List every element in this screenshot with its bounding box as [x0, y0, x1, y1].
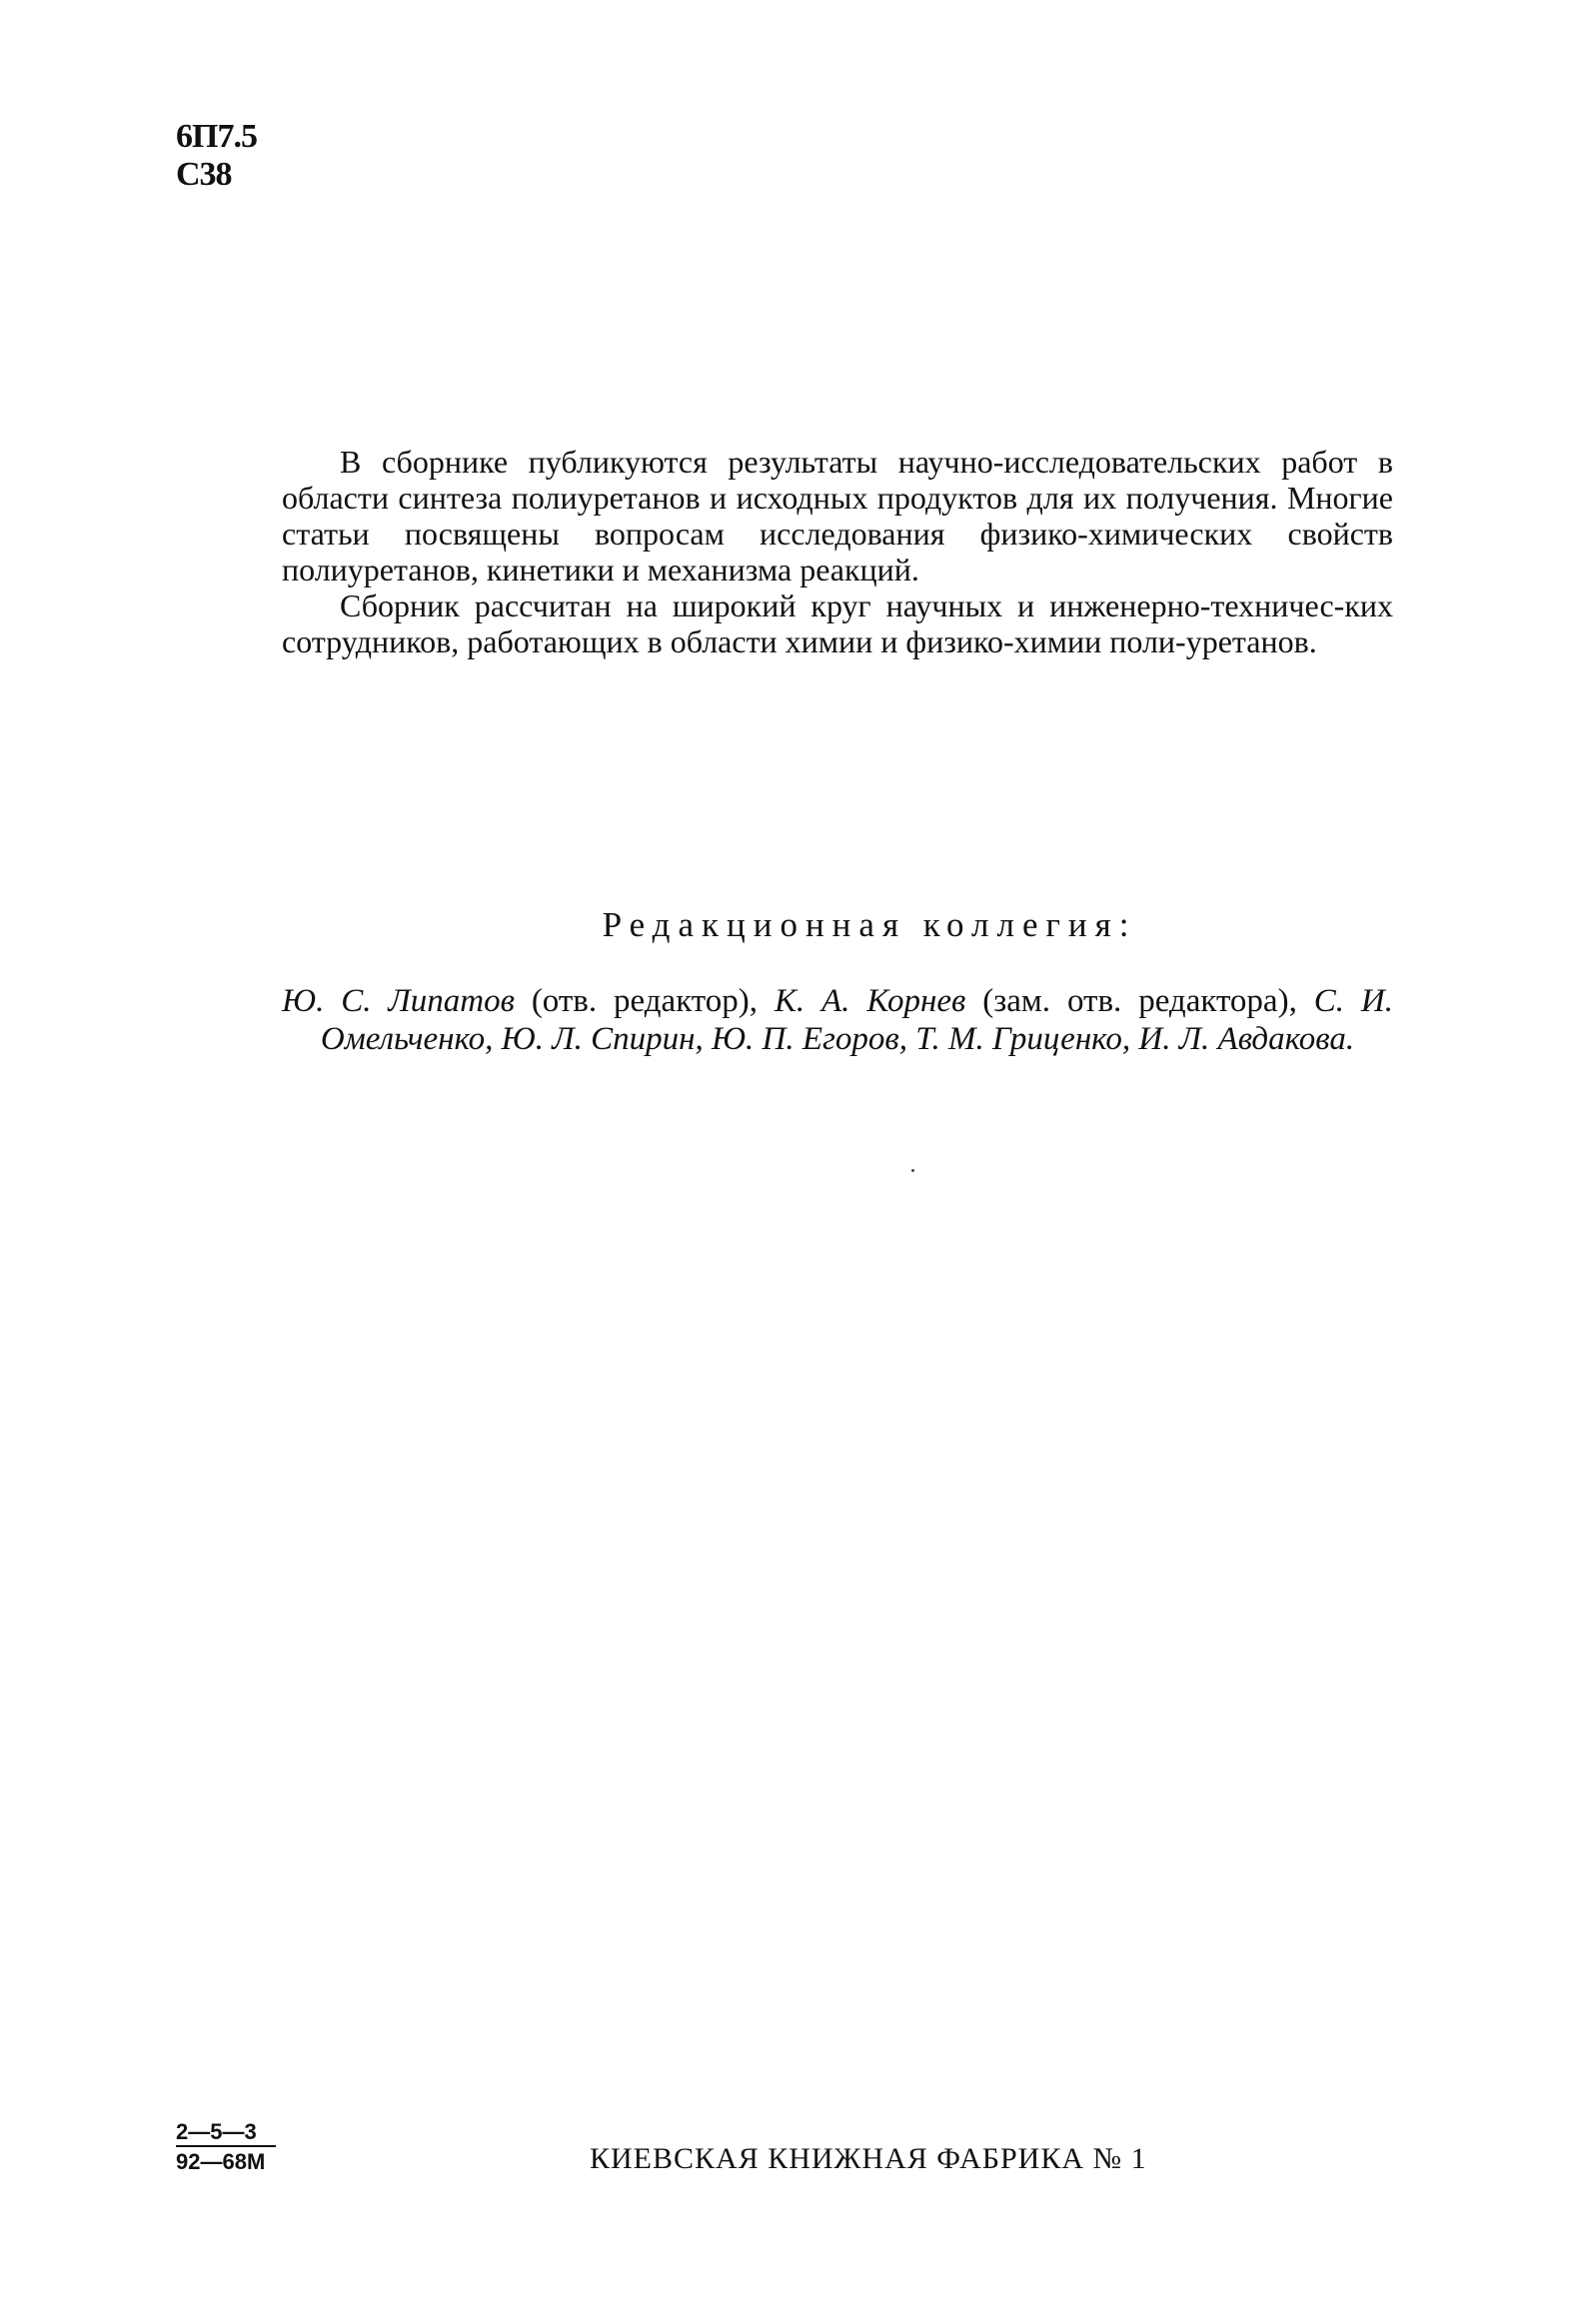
member-names-rest: С. И. Омельченко, Ю. Л. Спирин, Ю. П. Егоров, Т. М. Гриценко, И. Л. Авдакова. — [320, 983, 1394, 1057]
annotation-paragraph-2: Сборник рассчитан на широкий круг научных и инженерно-техничес-ких сотрудников, работающих в области химии и физико-химии поли-уретанов. — [282, 587, 1393, 659]
library-classification — [176, 118, 257, 194]
member-role-2: (зам. отв. редактора), — [965, 983, 1314, 1019]
author-mark: С38 — [176, 156, 232, 193]
code-top: 2—5—3 — [176, 2119, 276, 2147]
printer-imprint: КИЕВСКАЯ КНИЖНАЯ ФАБРИКА № 1 — [590, 2142, 1147, 2175]
member-name-2: К. А. Корнев — [774, 983, 966, 1019]
code-bottom: 92—68М — [176, 2149, 266, 2174]
publication-codes — [176, 2119, 276, 2174]
editorial-board-heading: Редакционная коллегия: — [602, 905, 1137, 944]
editorial-board-members — [282, 982, 1393, 1058]
print-speck — [911, 1169, 914, 1172]
annotation-text — [282, 444, 1393, 659]
member-name-1: Ю. С. Липатов — [282, 983, 515, 1019]
member-role-1: (отв. редактор), — [514, 983, 775, 1019]
annotation-paragraph-1: В сборнике публикуются результаты научно-исследовательских работ в области синтеза полиуретанов и исходных продуктов для их получения. Многие статьи посвящены вопросам исследования физико-химических свойств полиуретанов, кинетики и механизма реакций. — [282, 444, 1393, 587]
classification-index: 6П7.5 — [176, 118, 257, 155]
